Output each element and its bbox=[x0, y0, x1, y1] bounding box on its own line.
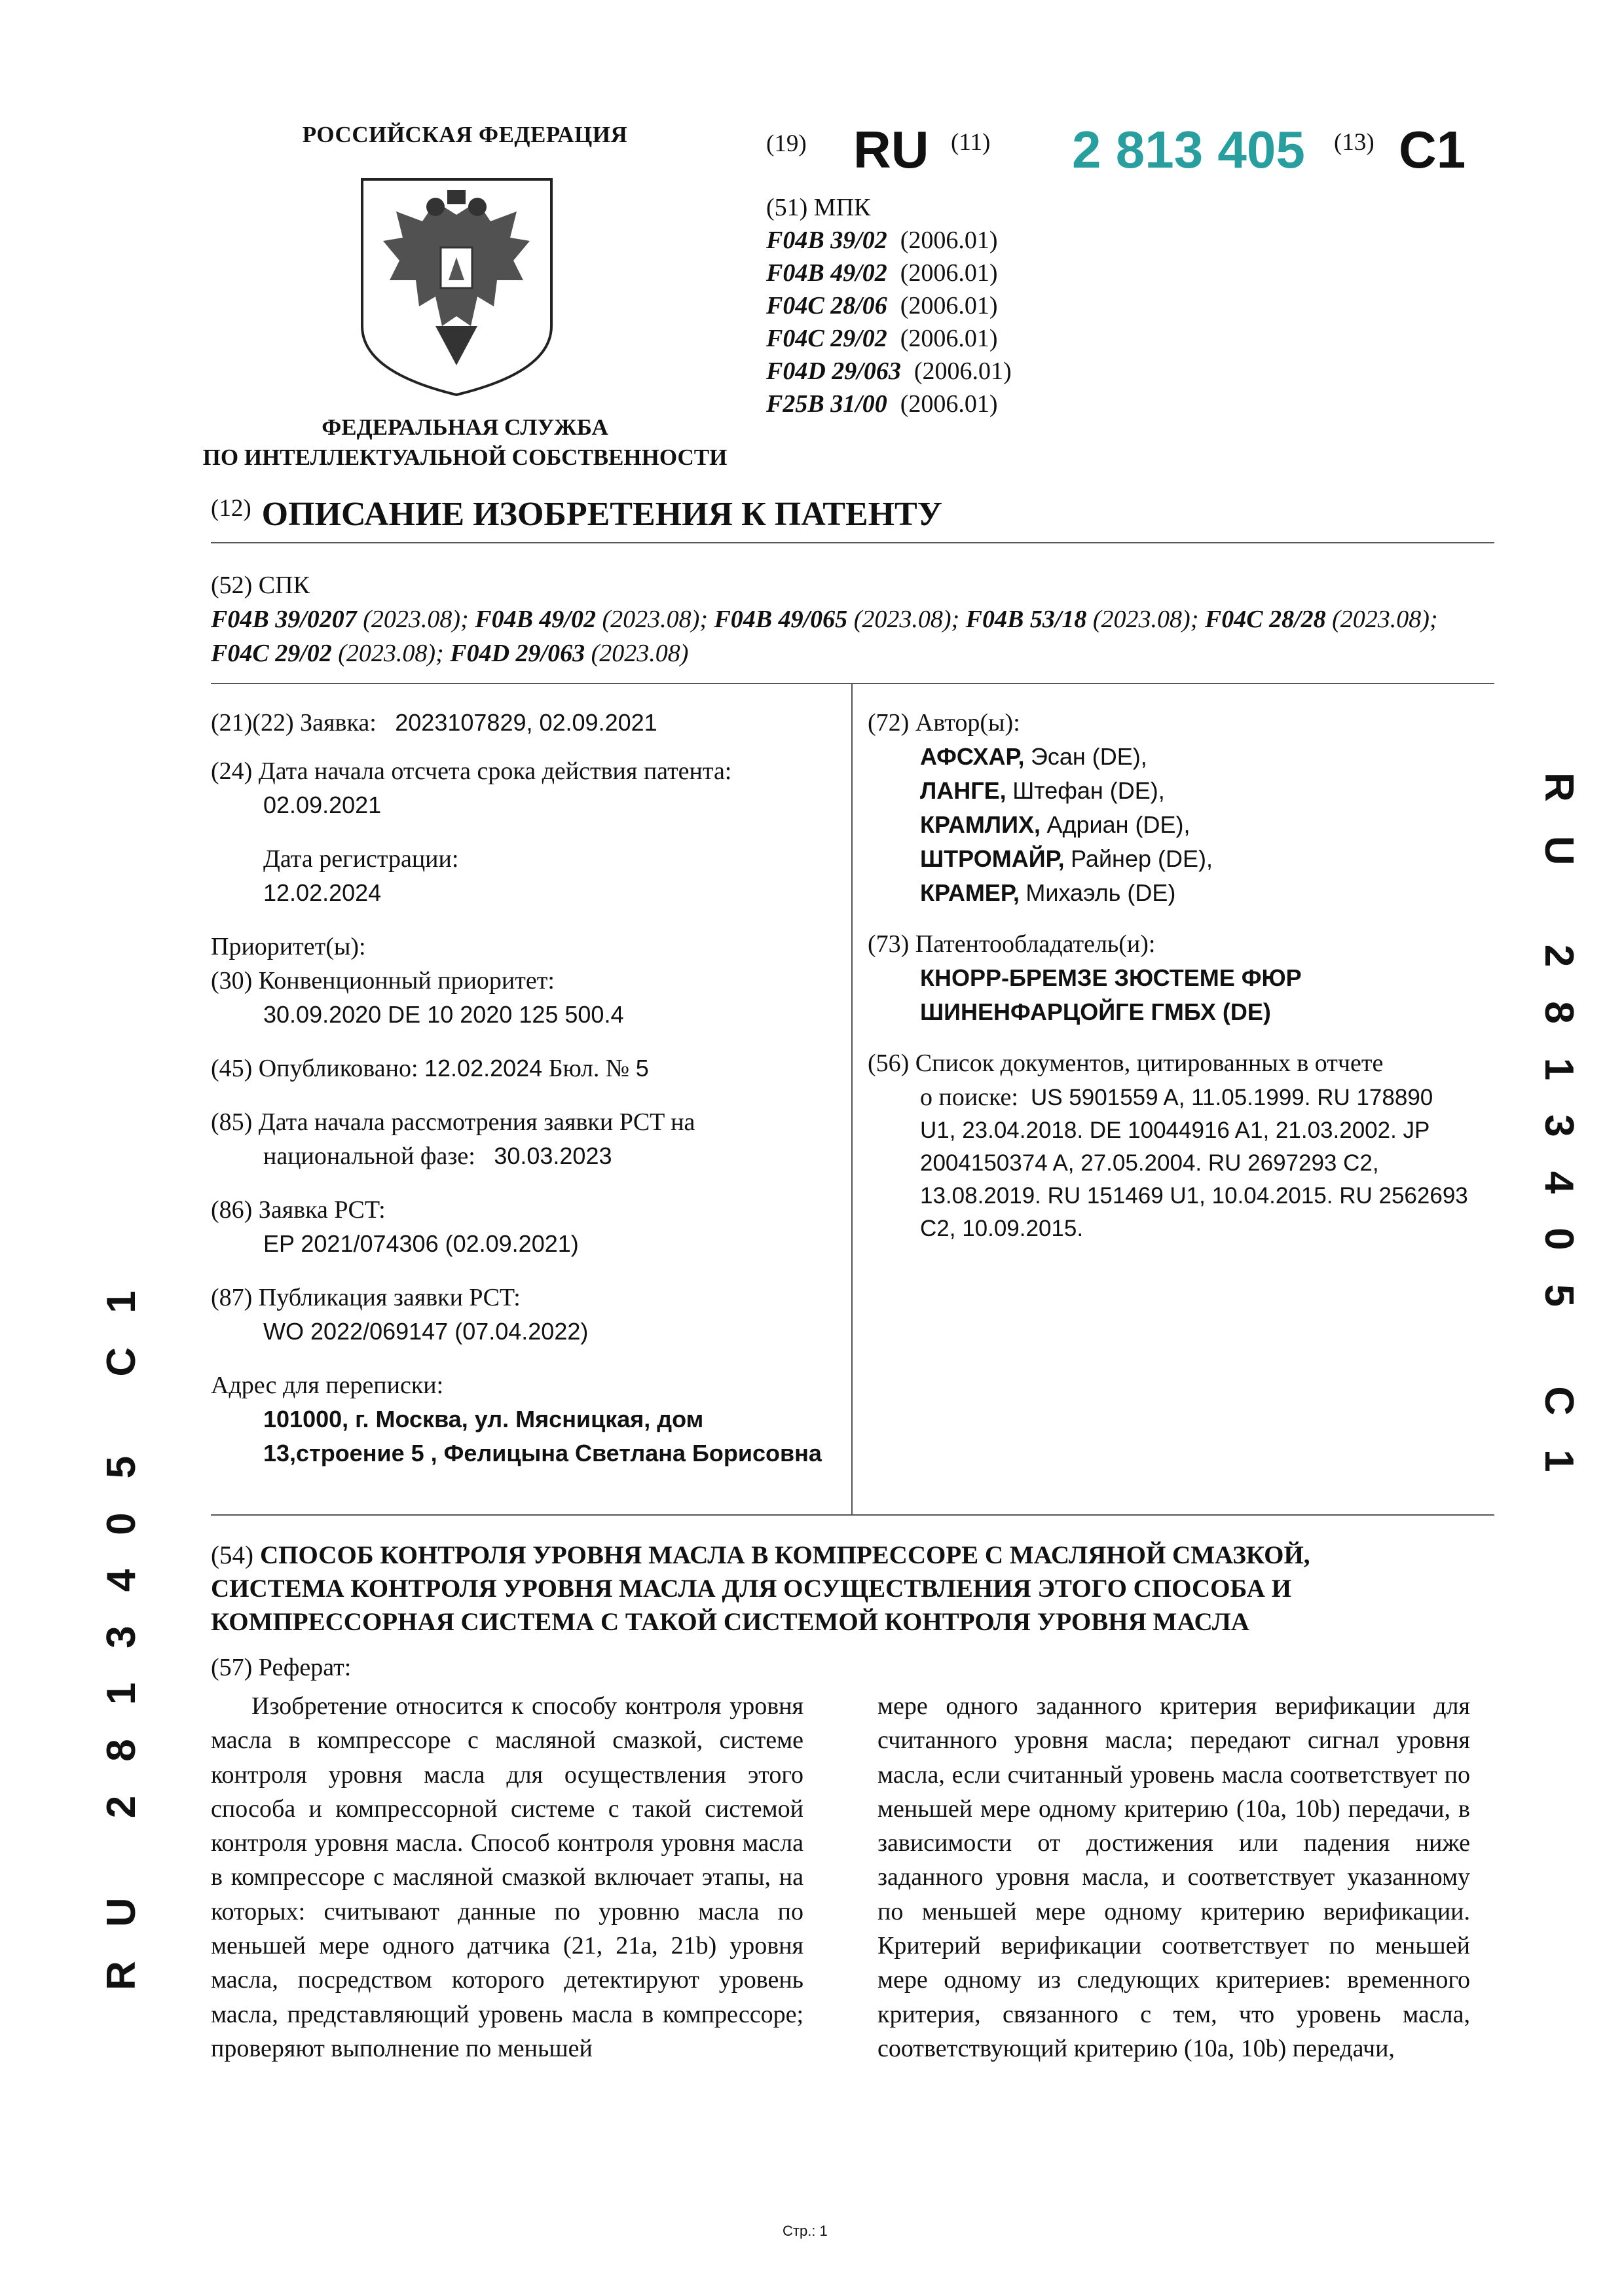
author-entry bbox=[868, 774, 1496, 808]
bibliographic-data-left bbox=[211, 706, 846, 1485]
cpc-class: F04C 28/28 bbox=[1204, 606, 1326, 633]
cpc-version: (2023.08); bbox=[1092, 606, 1199, 633]
pct-application-label: (86) Заявка PCT: bbox=[211, 1196, 386, 1224]
cpc-classification bbox=[211, 568, 1494, 670]
author-surname: АФСХАР, bbox=[920, 743, 1025, 770]
ipc-class: F04B 39/02 bbox=[766, 227, 887, 254]
author-name: Эсан (DE), bbox=[1031, 743, 1147, 770]
kind-code: C1 bbox=[1399, 120, 1466, 179]
title-line: СИСТЕМА КОНТРОЛЯ УРОВНЯ МАСЛА ДЛЯ ОСУЩЕСТВЛЕНИЯ ЭТОГО СПОСОБА И bbox=[211, 1575, 1292, 1603]
ipc-class: F25B 31/00 bbox=[766, 390, 887, 418]
cited-line: C2, 10.09.2015. bbox=[920, 1216, 1084, 1241]
author-entry bbox=[868, 842, 1496, 876]
ipc-version: (2006.01) bbox=[900, 292, 998, 319]
cited-line: 13.08.2019. RU 151469 U1, 10.04.2015. RU 2562693 bbox=[920, 1183, 1468, 1209]
inid-code-11: (11) bbox=[951, 129, 991, 156]
divider bbox=[211, 542, 1494, 543]
inid-code-12: (12) bbox=[211, 495, 251, 522]
bibliographic-data-right bbox=[868, 706, 1496, 1262]
application-label: (21)(22) Заявка: bbox=[211, 709, 377, 737]
pct-application-value: EP 2021/074306 (02.09.2021) bbox=[263, 1230, 579, 1257]
holder-field bbox=[868, 927, 1496, 1029]
application-value: 2023107829, 02.09.2021 bbox=[395, 709, 657, 736]
address-line: 13,строение 5 , Фелицына Светлана Борисовна bbox=[263, 1440, 822, 1467]
published-field bbox=[211, 1051, 846, 1085]
published-value: 12.02.2024 bbox=[424, 1055, 543, 1082]
cited-line: US 5901559 A, 11.05.1999. RU 178890 bbox=[1030, 1085, 1433, 1110]
cpc-class: F04B 49/02 bbox=[475, 606, 596, 633]
address-label: Адрес для переписки: bbox=[211, 1372, 444, 1399]
cpc-version: (2023.08); bbox=[602, 606, 708, 633]
ipc-row bbox=[766, 388, 1012, 420]
cpc-version: (2023.08); bbox=[853, 606, 960, 633]
ipc-class: F04D 29/063 bbox=[766, 357, 901, 385]
registration-label: Дата регистрации: bbox=[263, 845, 459, 873]
bulletin-value: 5 bbox=[635, 1055, 649, 1082]
ipc-class: F04C 29/02 bbox=[766, 325, 887, 352]
inid-code-54: (54) bbox=[211, 1541, 253, 1569]
inid-code-13: (13) bbox=[1334, 129, 1375, 156]
address-field bbox=[211, 1368, 846, 1470]
document-type-title bbox=[211, 494, 942, 534]
conv-priority-label: (30) Конвенционный приоритет: bbox=[211, 967, 555, 994]
divider bbox=[211, 683, 1494, 684]
pct-publication-field bbox=[211, 1281, 846, 1349]
cpc-version: (2023.08); bbox=[1332, 606, 1438, 633]
cpc-class: F04B 49/065 bbox=[714, 606, 848, 633]
cpc-label: (52) СПК bbox=[211, 572, 310, 599]
ipc-version: (2006.01) bbox=[900, 259, 998, 287]
cpc-list bbox=[211, 602, 1494, 670]
conv-priority-value: 30.09.2020 DE 10 2020 125 500.4 bbox=[263, 1001, 624, 1028]
pct-start-label: национальной фазе: bbox=[263, 1142, 475, 1170]
column-divider bbox=[851, 683, 853, 1514]
cpc-version: (2023.08); bbox=[363, 606, 469, 633]
ipc-row bbox=[766, 224, 1012, 257]
priority-label: Приоритет(ы): bbox=[211, 933, 366, 960]
cpc-class: F04B 39/0207 bbox=[211, 606, 357, 633]
country-code: RU bbox=[853, 120, 929, 179]
side-patent-number-right: RU 2813405 C1 bbox=[1536, 773, 1581, 1506]
pct-start-label: (85) Дата начала рассмотрения заявки PCT на bbox=[211, 1108, 695, 1136]
abstract-heading: (57) Реферат: bbox=[211, 1654, 352, 1681]
registration-value: 12.02.2024 bbox=[263, 879, 382, 906]
cited-line: U1, 23.04.2018. DE 10044916 A1, 21.03.2002. JP bbox=[920, 1118, 1430, 1143]
page-number: Стр.: 1 bbox=[783, 2223, 828, 2239]
ipc-row bbox=[766, 289, 1012, 322]
registration-field bbox=[211, 842, 846, 910]
abstract-text: Изобретение относится к способу контроля уровня масла в компрессоре с масляной смазкой, системе контроля уровня масла для осуществления этого способа и компрессорной системе с такой системой контроля уровня масла. Способ контроля уровня масла в компрессоре с масляной смазкой включает этапы, на которых: считывают данные по уровню масла по меньшей мере одного датчика (21, 21a, 21b) уровня масла, посредством которого детектируют уровень масла, представляющий уровень масла в компрессоре; проверяют выполнение по меньшей bbox=[211, 1692, 803, 2062]
ipc-version: (2006.01) bbox=[900, 227, 998, 254]
author-name: Райнер (DE), bbox=[1071, 845, 1213, 872]
title-line: СПОСОБ КОНТРОЛЯ УРОВНЯ МАСЛА В КОМПРЕССОРЕ С МАСЛЯНОЙ СМАЗКОЙ, bbox=[259, 1541, 1310, 1569]
authors-field bbox=[868, 706, 1496, 910]
cited-documents-field bbox=[868, 1046, 1496, 1245]
agency-name bbox=[151, 412, 779, 473]
ipc-classification bbox=[766, 191, 1012, 420]
author-surname: КРАМЕР, bbox=[920, 879, 1020, 906]
agency-line: ПО ИНТЕЛЛЕКТУАЛЬНОЙ СОБСТВЕННОСТИ bbox=[202, 445, 728, 470]
application-field bbox=[211, 706, 846, 740]
holder-line: ШИНЕНФАРЦОЙГЕ ГМБХ (DE) bbox=[920, 998, 1271, 1025]
holder-line: КНОРР-БРЕМЗЕ ЗЮСТЕМЕ ФЮР bbox=[920, 964, 1302, 991]
state-emblem-icon bbox=[357, 175, 557, 398]
term-start-label: (24) Дата начала отсчета срока действия патента: bbox=[211, 757, 732, 785]
author-surname: ЛАНГЕ, bbox=[920, 777, 1006, 804]
ipc-row bbox=[766, 322, 1012, 355]
title-line: КОМПРЕССОРНАЯ СИСТЕМА С ТАКОЙ СИСТЕМОЙ КОНТРОЛЯ УРОВНЯ МАСЛА bbox=[211, 1608, 1249, 1636]
author-surname: КРАМЛИХ, bbox=[920, 811, 1041, 838]
ipc-class: F04C 28/06 bbox=[766, 292, 887, 319]
holder-label: (73) Патентообладатель(и): bbox=[868, 930, 1156, 958]
term-start-value: 02.09.2021 bbox=[263, 792, 382, 818]
side-patent-number-left: RU 2813405 C1 bbox=[99, 1256, 144, 1990]
author-entry bbox=[868, 740, 1496, 774]
invention-title bbox=[211, 1539, 1494, 1639]
address-line: 101000, г. Москва, ул. Мясницкая, дом bbox=[263, 1406, 704, 1432]
abstract-column-left bbox=[211, 1689, 803, 2066]
author-entry bbox=[868, 808, 1496, 842]
author-name: Штефан (DE), bbox=[1012, 777, 1165, 804]
cpc-version: (2023.08); bbox=[338, 640, 444, 667]
divider bbox=[211, 1514, 1494, 1516]
pct-start-value: 30.03.2023 bbox=[494, 1142, 612, 1169]
document-type-text: ОПИСАНИЕ ИЗОБРЕТЕНИЯ К ПАТЕНТУ bbox=[261, 496, 942, 533]
author-entry bbox=[868, 876, 1496, 910]
abstract-column-right bbox=[877, 1689, 1470, 2066]
cited-line: 2004150374 A, 27.05.2004. RU 2697293 C2, bbox=[920, 1150, 1379, 1176]
cpc-class: F04B 53/18 bbox=[965, 606, 1087, 633]
authors-label: (72) Автор(ы): bbox=[868, 709, 1020, 737]
author-surname: ШТРОМАЙР, bbox=[920, 845, 1065, 872]
cpc-class: F04D 29/063 bbox=[450, 640, 585, 667]
ipc-version: (2006.01) bbox=[900, 390, 998, 418]
patent-number: 2 813 405 bbox=[1072, 120, 1305, 179]
ipc-class: F04B 49/02 bbox=[766, 259, 887, 287]
cpc-version: (2023.08) bbox=[591, 640, 689, 667]
agency-line: ФЕДЕРАЛЬНАЯ СЛУЖБА bbox=[322, 414, 608, 440]
published-label: (45) Опубликовано: bbox=[211, 1055, 418, 1082]
cpc-class: F04C 29/02 bbox=[211, 640, 332, 667]
cited-label: о поиске: bbox=[920, 1084, 1018, 1111]
pct-application-field bbox=[211, 1193, 846, 1261]
bulletin-label: Бюл. № bbox=[548, 1055, 630, 1082]
author-name: Михаэль (DE) bbox=[1025, 879, 1176, 906]
ipc-row bbox=[766, 355, 1012, 388]
pct-publication-label: (87) Публикация заявки PCT: bbox=[211, 1284, 521, 1311]
author-name: Адриан (DE), bbox=[1046, 811, 1190, 838]
country-name: РОССИЙСКАЯ ФЕДЕРАЦИЯ bbox=[302, 122, 628, 147]
term-start-field bbox=[211, 754, 846, 822]
pct-start-field bbox=[211, 1105, 846, 1173]
ipc-version: (2006.01) bbox=[913, 357, 1012, 385]
ipc-label: (51) МПК bbox=[766, 194, 871, 221]
ipc-version: (2006.01) bbox=[900, 325, 998, 352]
priority-field bbox=[211, 930, 846, 1032]
pct-publication-value: WO 2022/069147 (07.04.2022) bbox=[263, 1318, 589, 1345]
abstract-text: мере одного заданного критерия верификации для считанного уровня масла; передают сигнал уровня масла, если считанный уровень масла соответствует по меньшей мере одному критерию (10a, 10b) передачи, в зависимости от достижения или падения ниже заданного уровня масла, и соответствует указанному по меньшей мере одному критерию верификации. Критерий верификации соответствует по меньшей мере одному из следующих критериев: временного критерия, связанного с тем, что уровень масла, соответствующий критерию (10a, 10b) передачи, bbox=[877, 1692, 1470, 2062]
inid-code-19: (19) bbox=[766, 130, 807, 157]
cited-label: (56) Список документов, цитированных в отчете bbox=[868, 1049, 1384, 1077]
ipc-row bbox=[766, 257, 1012, 289]
